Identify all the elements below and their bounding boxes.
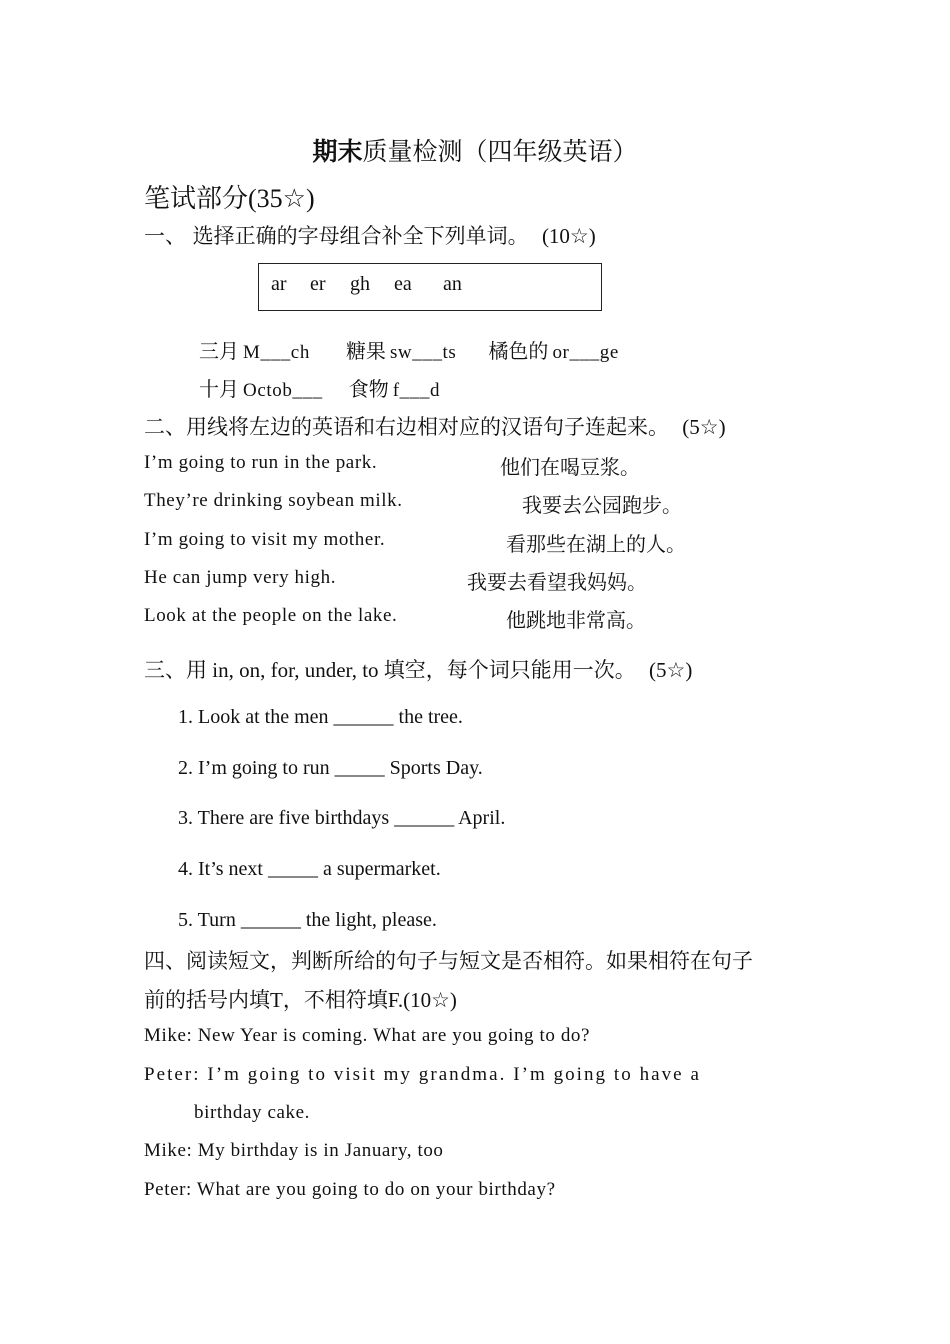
word-blank: sw___ts — [389, 342, 457, 363]
q1-score: (10☆) — [541, 224, 596, 248]
fill-blank-item-5: 5. Turn ______ the light, please. — [178, 909, 437, 931]
word-cn: 食物 — [348, 377, 389, 401]
page-title-rest: 质量检测（四年级英语） — [362, 137, 638, 166]
dialog-line-3: birthday cake. — [194, 1102, 311, 1123]
match-right-5: 他跳地非常高。 — [506, 608, 646, 632]
match-left-1: I’m going to run in the park. — [144, 452, 378, 473]
section-written-heading — [144, 178, 315, 215]
q3-heading-pre: 三、用 — [144, 658, 207, 682]
q2-heading-text: 二、用线将左边的英语和右边相对应的汉语句子连起来。 — [144, 415, 669, 439]
fill-blank-item-4: 4. It’s next _____ a supermarket. — [178, 858, 441, 880]
word-cn: 三月 — [199, 339, 239, 363]
q1-word-row-2 — [199, 373, 440, 402]
match-right-2: 我要去公园跑步。 — [522, 493, 682, 517]
dialog-line-1: Mike: New Year is coming. What are you going to do? — [144, 1025, 591, 1046]
page-title — [0, 132, 950, 168]
match-left-2: They’re drinking soybean milk. — [144, 490, 403, 511]
q1-heading-text: 一、 选择正确的字母组合补全下列单词。 — [144, 224, 529, 248]
match-right-1: 他们在喝豆浆。 — [500, 455, 640, 479]
match-right-3: 看那些在湖上的人。 — [506, 532, 686, 556]
q4-heading-part: F.(10☆) — [387, 988, 457, 1012]
q3-heading-post: 填空，每个词只能用一次。 — [383, 658, 636, 682]
word-blank: M___ch — [243, 342, 310, 363]
letter-option: an — [443, 273, 462, 295]
word-blank: f___d — [392, 380, 441, 401]
q3-score: (5☆) — [649, 658, 693, 682]
word-cn: 十月 — [199, 377, 239, 401]
page-title-bold: 期末 — [312, 137, 363, 166]
q2-heading — [144, 411, 726, 441]
dialog-line-4: Mike: My birthday is in January, too — [144, 1140, 444, 1161]
section-written-label: 笔试部分 — [144, 184, 249, 214]
match-left-3: I’m going to visit my mother. — [144, 529, 386, 550]
fill-blank-item-2: 2. I’m going to run _____ Sports Day. — [178, 757, 483, 779]
q1-word-row-1 — [199, 335, 619, 364]
q4-heading-part: 前的括号内填 — [144, 988, 270, 1012]
word-cn: 糖果 — [345, 339, 386, 363]
letter-options-box — [258, 263, 602, 311]
letter-option: ea — [394, 273, 412, 295]
section-written-score: (35☆) — [248, 184, 315, 213]
word-cn: 橘色的 — [488, 339, 549, 363]
letter-option: er — [310, 273, 326, 295]
fill-blank-item-1: 1. Look at the men ______ the tree. — [178, 706, 463, 728]
q2-score: (5☆) — [682, 415, 726, 439]
dialog-line-5: Peter: What are you going to do on your birthday? — [144, 1179, 556, 1200]
q3-heading-words: in, on, for, under, to — [207, 658, 384, 682]
q3-heading — [144, 654, 692, 684]
q4-heading-part: T， — [270, 988, 304, 1012]
q4-heading-part: 不相符填 — [303, 988, 388, 1012]
match-left-4: He can jump very high. — [144, 567, 337, 588]
q4-heading-line-2 — [144, 984, 457, 1014]
q4-heading-line-1: 四、阅读短文，判断所给的句子与短文是否相符。如果相符在句子 — [144, 949, 753, 973]
letter-option: ar — [271, 273, 287, 295]
fill-blank-item-3: 3. There are five birthdays ______ April. — [178, 807, 506, 829]
q1-heading — [144, 220, 596, 250]
word-blank: Octob___ — [243, 380, 323, 401]
match-right-4: 我要去看望我妈妈。 — [467, 570, 647, 594]
letter-option: gh — [350, 273, 370, 295]
match-left-5: Look at the people on the lake. — [144, 605, 398, 626]
word-blank: or___ge — [552, 342, 619, 363]
dialog-line-2: Peter: I’m going to visit my grandma. I’m going to have a — [144, 1064, 701, 1085]
